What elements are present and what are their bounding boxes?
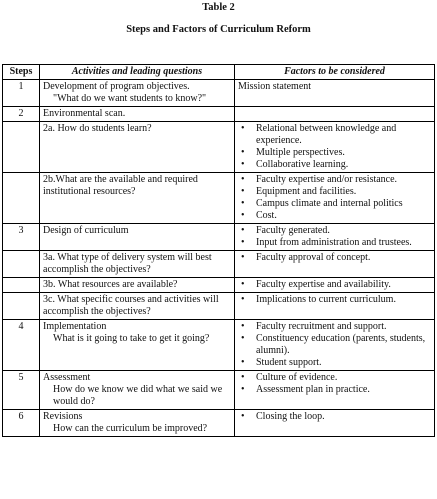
factor-item: • Faculty expertise and availability. <box>238 279 431 291</box>
activity-text: 3c. What specific courses and activities will accomplish the objectives? <box>43 294 219 317</box>
leading-question: How do we know we did what we said we would do? <box>53 384 223 407</box>
factors-cell <box>235 122 435 173</box>
activity-text: Revisions <box>43 411 83 422</box>
step-cell <box>3 293 40 320</box>
activity-cell <box>40 224 235 251</box>
factor-item: • Assessment plan in practice. <box>238 384 431 396</box>
table-row <box>3 278 435 293</box>
factor-item: • Faculty recruitment and support. <box>238 321 431 333</box>
header-factors: Factors to be considered <box>235 65 435 80</box>
table-row <box>3 80 435 107</box>
leading-question: "What do we want students to know?" <box>53 93 207 104</box>
factors-cell <box>235 293 435 320</box>
activity-cell <box>40 320 235 371</box>
step-cell: 1 <box>3 80 40 107</box>
activity-text: 2b.What are the available and required institutional resources? <box>43 174 198 197</box>
header-activities: Activities and leading questions <box>40 65 235 80</box>
factors-cell <box>235 320 435 371</box>
factors-cell <box>235 107 435 122</box>
step-cell: 4 <box>3 320 40 371</box>
factor-item: • Cost. <box>238 210 431 222</box>
factor-list <box>238 294 431 306</box>
header-row <box>3 65 435 80</box>
factor-item: • Relational between knowledge and experience. <box>238 123 431 147</box>
activity-cell <box>40 173 235 224</box>
factor-list <box>238 411 431 423</box>
factor-item: • Multiple perspectives. <box>238 147 431 159</box>
table-row <box>3 224 435 251</box>
factor-item: • Collaborative learning. <box>238 159 431 171</box>
factor-list <box>238 372 431 396</box>
activity-cell <box>40 371 235 410</box>
activity-cell <box>40 410 235 437</box>
step-cell: 6 <box>3 410 40 437</box>
curriculum-table <box>2 64 435 437</box>
activity-cell <box>40 251 235 278</box>
step-cell: 5 <box>3 371 40 410</box>
factor-item: • Campus climate and internal politics <box>238 198 431 210</box>
step-cell <box>3 278 40 293</box>
factors-cell <box>235 80 435 107</box>
activity-text: Design of curriculum <box>43 225 129 236</box>
factor-item: • Input from administration and trustees. <box>238 237 431 249</box>
step-cell <box>3 122 40 173</box>
leading-question: How can the curriculum be improved? <box>53 423 208 434</box>
factor-item: • Faculty approval of concept. <box>238 252 431 264</box>
factors-cell <box>235 278 435 293</box>
factors-cell <box>235 173 435 224</box>
activity-text: Environmental scan. <box>43 108 126 119</box>
factor-item: • Implications to current curriculum. <box>238 294 431 306</box>
factor-item: • Culture of evidence. <box>238 372 431 384</box>
header-steps: Steps <box>3 65 40 80</box>
factors-cell <box>235 371 435 410</box>
factor-list <box>238 174 431 222</box>
activity-text: Implementation <box>43 321 107 332</box>
activity-text: 2a. How do students learn? <box>43 123 152 134</box>
factor-item: • Closing the loop. <box>238 411 431 423</box>
factor-item: • Faculty generated. <box>238 225 431 237</box>
step-cell: 3 <box>3 224 40 251</box>
factor-item: • Constituency education (parents, students, alumni). <box>238 333 431 357</box>
table-row <box>3 293 435 320</box>
factor-item: • Faculty expertise and/or resistance. <box>238 174 431 186</box>
activity-text: 3b. What resources are available? <box>43 279 178 290</box>
step-cell <box>3 251 40 278</box>
factor-list <box>238 279 431 291</box>
table-row <box>3 320 435 371</box>
table-row <box>3 173 435 224</box>
factors-cell <box>235 224 435 251</box>
table-row <box>3 107 435 122</box>
factor-list <box>238 123 431 171</box>
factor-item: • Student support. <box>238 357 431 369</box>
table-row <box>3 371 435 410</box>
leading-question: What is it going to take to get it going? <box>53 333 210 344</box>
factor-list <box>238 252 431 264</box>
factor-item: • Equipment and facilities. <box>238 186 431 198</box>
activity-text: 3a. What type of delivery system will best accomplish the objectives? <box>43 252 212 275</box>
activity-cell <box>40 80 235 107</box>
activity-text: Development of program objectives. <box>43 81 190 92</box>
table-row <box>3 251 435 278</box>
activity-cell <box>40 122 235 173</box>
activity-text: Assessment <box>43 372 91 383</box>
table-row <box>3 122 435 173</box>
factors-cell <box>235 410 435 437</box>
activity-cell <box>40 107 235 122</box>
factor-list <box>238 321 431 369</box>
table-caption: Steps and Factors of Curriculum Reform <box>126 24 311 35</box>
activity-cell <box>40 278 235 293</box>
step-cell <box>3 173 40 224</box>
table-row <box>3 410 435 437</box>
activity-cell <box>40 293 235 320</box>
step-cell: 2 <box>3 107 40 122</box>
factors-cell <box>235 251 435 278</box>
factor-text: Mission statement <box>238 81 312 92</box>
table-number: Table 2 <box>202 2 235 13</box>
factor-list <box>238 225 431 249</box>
